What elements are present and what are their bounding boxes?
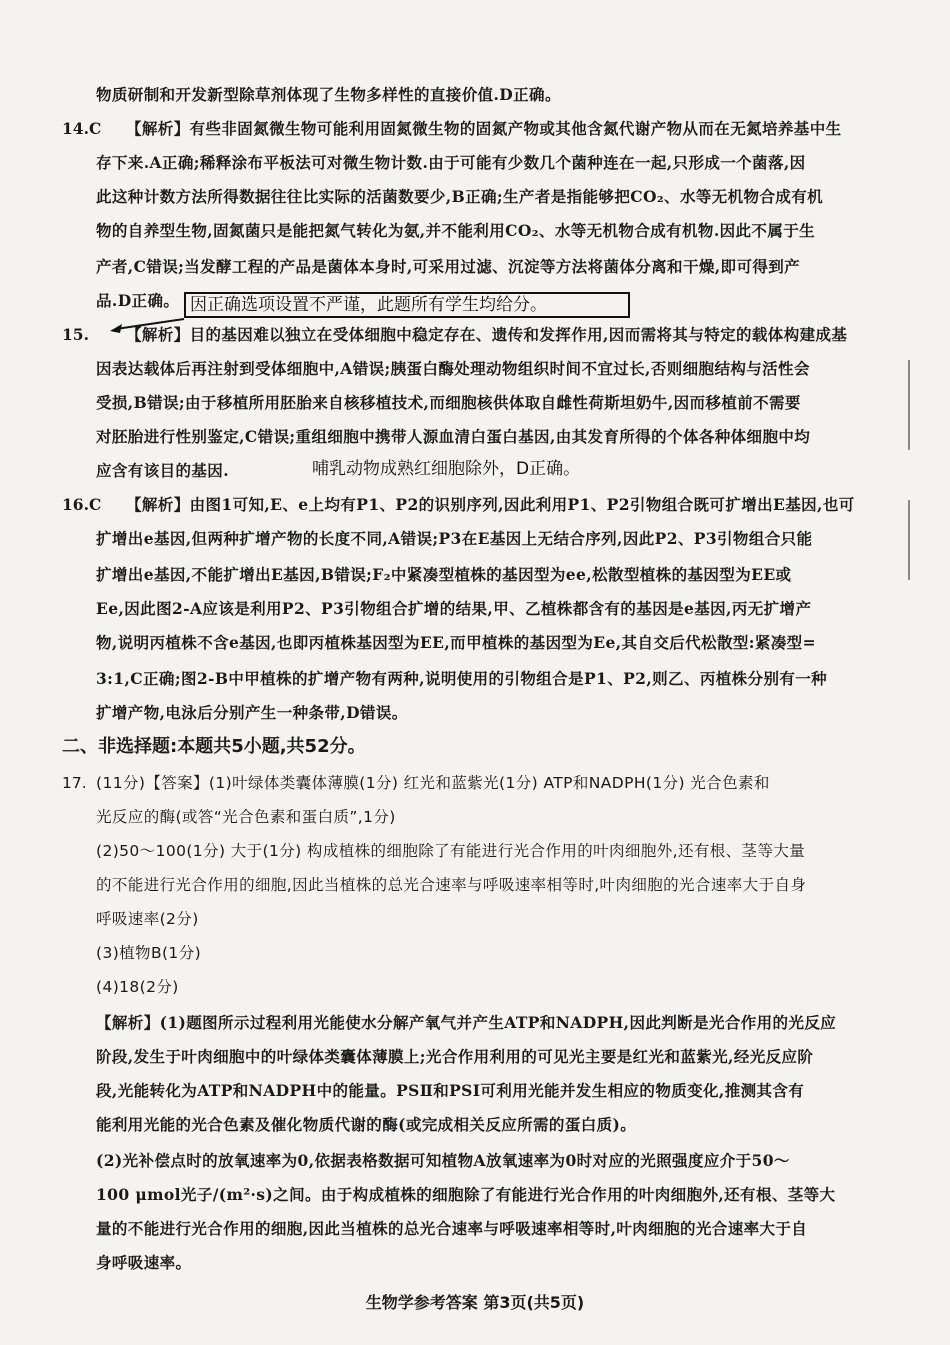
- text-line: 扩增出e基因,但两种扩增产物的长度不同,A错误;P3在E基因上无结合序列,因此P2、P3引物组合只能: [96, 529, 813, 548]
- text-line: 【解析】有些非固氮微生物可能利用固氮微生物的固氮产物或其他含氮代谢产物从而在无氮培养基中生: [126, 119, 842, 138]
- question-number-16: 16.C: [62, 495, 102, 514]
- text-line: 【解析】目的基因难以独立在受体细胞中稳定存在、遗传和发挥作用,因而需将其与特定的载体构建成基: [126, 325, 848, 344]
- handwritten-note: 哺乳动物成熟红细胞除外，D正确。: [312, 459, 581, 479]
- text-line: 3:1,C正确;图2-B中甲植株的扩增产物有两种,说明使用的引物组合是P1、P2,则乙、丙植株分别有一种: [96, 669, 828, 688]
- text-line: 能利用光能的光合色素及催化物质代谢的酶(或完成相关反应所需的蛋白质)。: [96, 1115, 637, 1134]
- text-line: 光反应的酶(或答“光合色素和蛋白质”,1分): [96, 808, 396, 826]
- text-line: 因表达载体后再注射到受体细胞中,A错误;胰蛋白酶处理动物组织时间不宜过长,否则细胞结构与活性会: [96, 359, 810, 378]
- text-line: 【解析】(1)题图所示过程利用光能使水分解产氧气并产生ATP和NADPH,因此判断是光合作用的光反应: [96, 1013, 837, 1032]
- text-line: 段,光能转化为ATP和NADPH中的能量。PSⅡ和PSⅠ可利用光能并发生相应的物质变化,推测其含有: [96, 1081, 805, 1100]
- question-number-14: 14.C: [62, 119, 102, 138]
- text-line: 物质研制和开发新型除草剂体现了生物多样性的直接价值.D正确。: [96, 85, 561, 104]
- text-line: 身呼吸速率。: [96, 1253, 192, 1272]
- text-line: (2)50～100(1分) 大于(1分) 构成植株的细胞除了有能进行光合作用的叶肉细胞外,还有根、茎等大量: [96, 842, 806, 860]
- text-line: 物的自养型生物,固氮菌只是能把氮气转化为氨,并不能利用CO₂、水等无机物合成有机物.因此不属于生: [96, 221, 816, 240]
- text-line: 扩增产物,电泳后分别产生一种条带,D错误。: [96, 703, 408, 722]
- scan-edge-mark: [908, 500, 910, 580]
- text-line: 存下来.A正确;稀释涂布平板法可对微生物计数.由于可能有少数几个菌种连在一起,只形成一个菌落,因: [96, 153, 806, 172]
- text-line: (2)光补偿点时的放氧速率为0,依据表格数据可知植物A放氧速率为0时对应的光照强度应介于50～: [96, 1151, 790, 1170]
- text-line: (3)植物B(1分): [96, 944, 202, 962]
- text-line: 扩增出e基因,不能扩增出E基因,B错误;F₂中紧凑型植株的基因型为ee,松散型植株的基因型为EE或: [96, 565, 792, 584]
- text-line: 【解析】由图1可知,E、e上均有P1、P2的识别序列,因此利用P1、P2引物组合既可扩增出E基因,也可: [126, 495, 855, 514]
- scan-edge-mark: [908, 360, 910, 450]
- text-line: 对胚胎进行性别鉴定,C错误;重组细胞中携带人源血清白蛋白基因,由其发育所得的个体各种体细胞中均: [96, 427, 811, 446]
- text-line: 100 μmol光子/(m²·s)之间。由于构成植株的细胞除了有能进行光合作用的叶肉细胞外,还有根、茎等大: [96, 1185, 836, 1204]
- text-line: 此这种计数方法所得数据往往比实际的活菌数要少,B正确;生产者是指能够把CO₂、水等无机物合成有机: [96, 187, 824, 206]
- text-line: 物,说明丙植株不含e基因,也即丙植株基因型为EE,而甲植株的基因型为Ee,其自交后代松散型:紧凑型=: [96, 633, 816, 652]
- text-line: 应含有该目的基因.: [96, 461, 229, 480]
- text-line: 受损,B错误;由于移植所用胚胎来自核移植技术,而细胞核供体取自雌性荷斯坦奶牛,因而移植前不需要: [96, 393, 801, 412]
- text-line: 的不能进行光合作用的细胞,因此当植株的总光合速率与呼吸速率相等时,叶肉细胞的光合速率大于自身: [96, 876, 807, 894]
- text-line: 量的不能进行光合作用的细胞,因此当植株的总光合速率与呼吸速率相等时,叶肉细胞的光合速率大于自: [96, 1219, 808, 1238]
- text-line: 呼吸速率(2分): [96, 910, 199, 928]
- text-line: 产者,C错误;当发酵工程的产品是菌体本身时,可采用过滤、沉淀等方法将菌体分离和干燥,即可得到产: [96, 257, 801, 276]
- text-line: 品.D正确。: [96, 291, 180, 310]
- handwritten-note: 因正确选项设置不严谨，此题所有学生均给分。: [190, 295, 547, 315]
- question-number-15: 15.: [62, 325, 89, 344]
- text-line: (4)18(2分): [96, 978, 179, 996]
- section-heading: 二、非选择题:本题共5小题,共52分。: [62, 736, 366, 757]
- text-line: 阶段,发生于叶肉细胞中的叶绿体类囊体薄膜上;光合作用利用的可见光主要是红光和蓝紫光,经光反应阶: [96, 1047, 814, 1066]
- text-line: (11分)【答案】(1)叶绿体类囊体薄膜(1分) 红光和蓝紫光(1分) ATP和NADPH(1分) 光合色素和: [96, 774, 770, 792]
- page-footer: 生物学参考答案 第3页(共5页): [365, 1293, 585, 1312]
- question-number-17: 17.: [62, 774, 87, 792]
- text-line: Ee,因此图2-A应该是利用P2、P3引物组合扩增的结果,甲、乙植株都含有的基因是e基因,丙无扩增产: [96, 599, 812, 618]
